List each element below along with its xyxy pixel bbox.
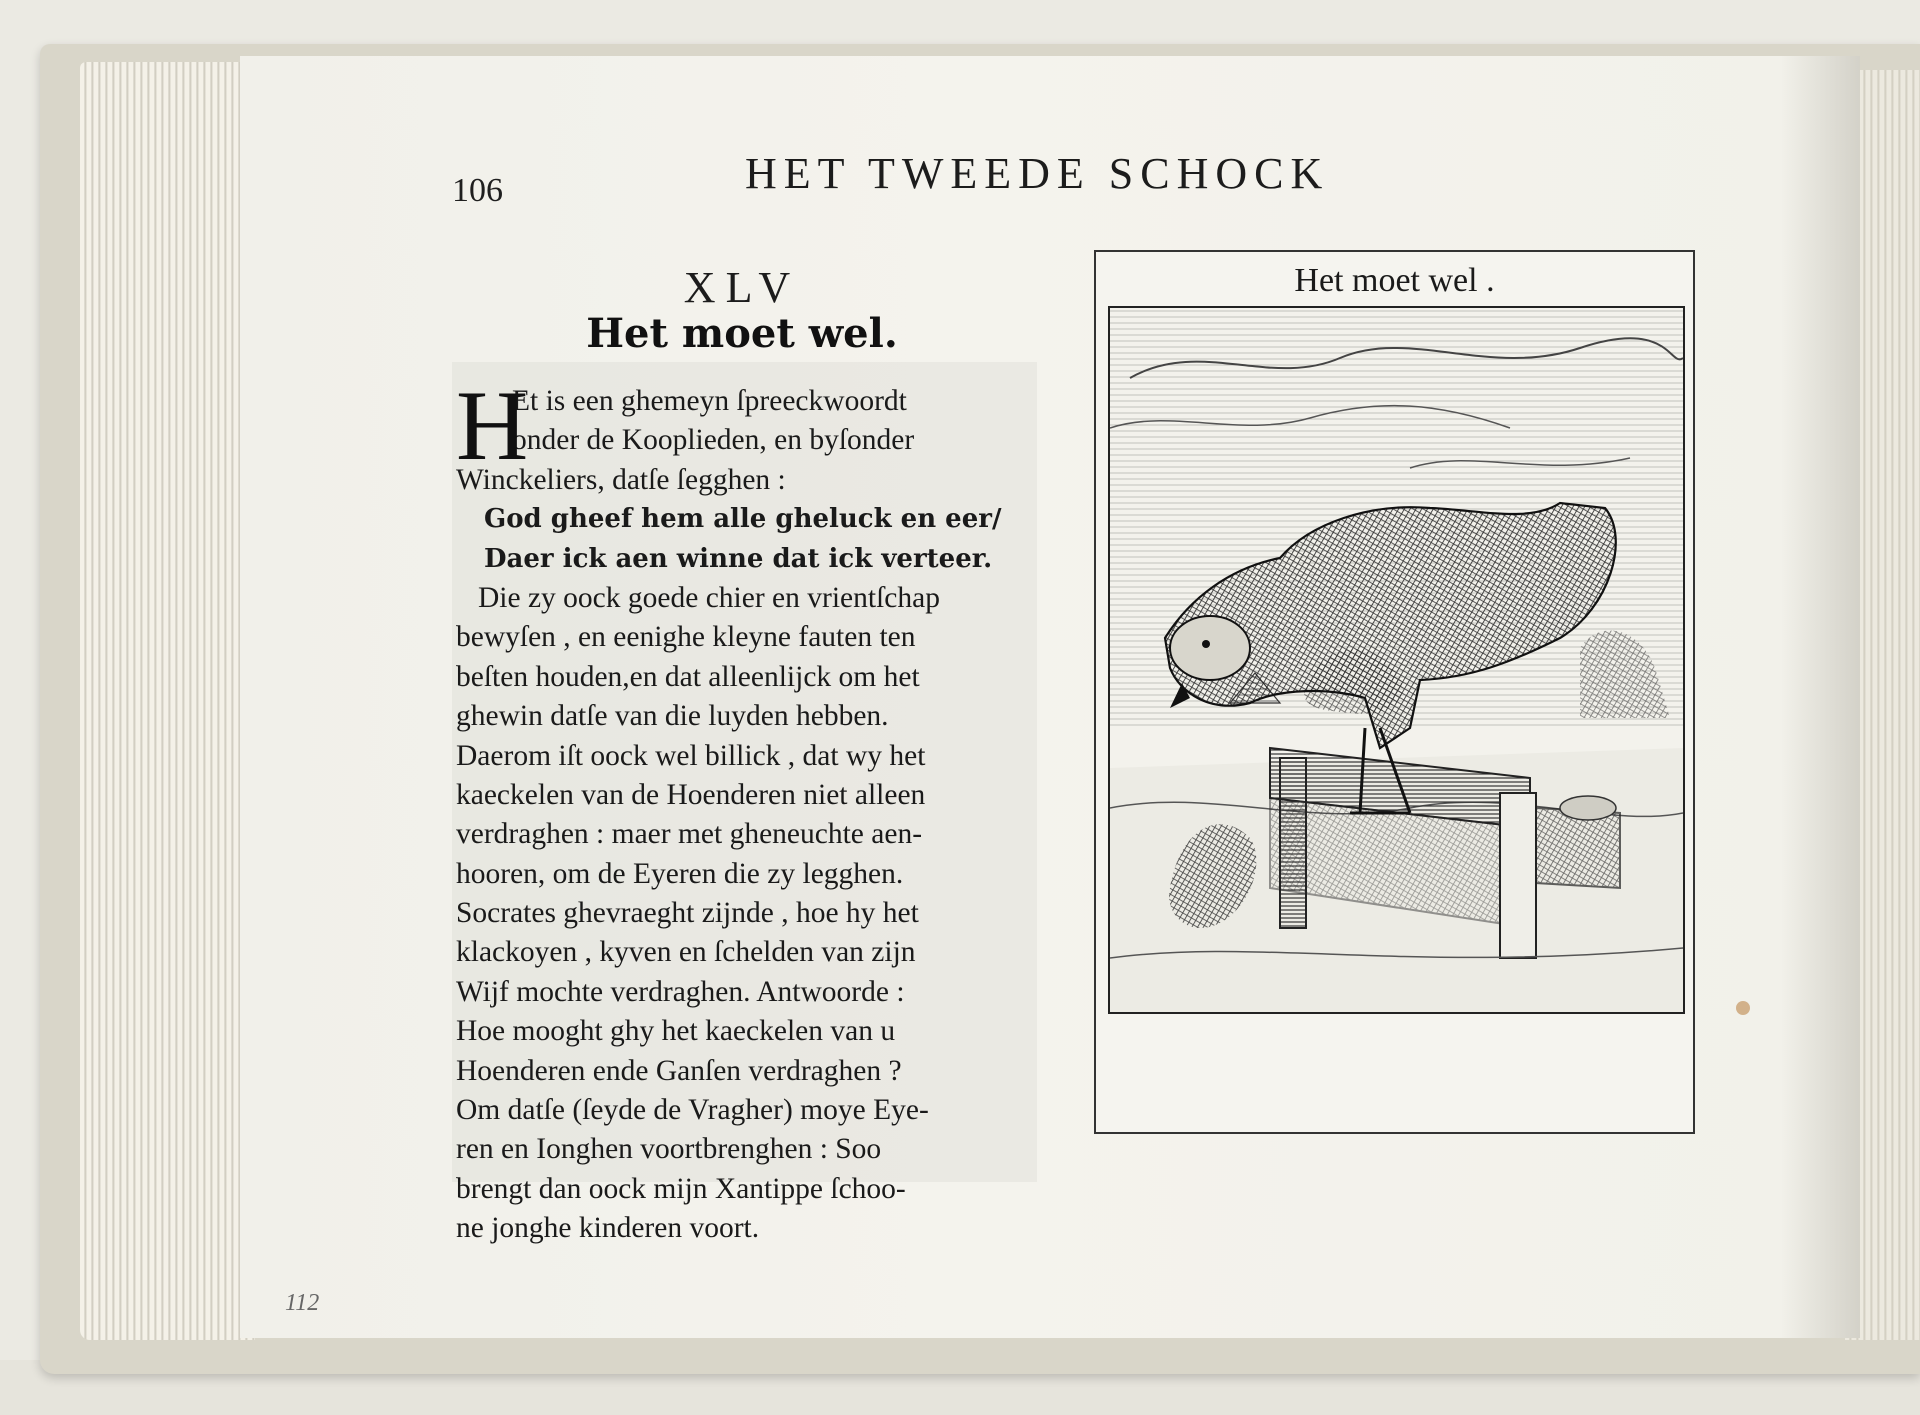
text-line: onder de Kooplieden, en byſonder — [512, 424, 915, 457]
page-edges-left — [80, 62, 255, 1340]
running-title: HET TWEEDE SCHOCK — [745, 149, 1330, 198]
text-line: hooren, om de Eyeren die zy legghen. — [456, 857, 904, 890]
chapter-title: Het moet wel. — [586, 310, 898, 357]
text-line: Om datſe (ſeyde de Vragher) moye Eye- — [456, 1094, 929, 1127]
text-line: Daerom iſt oock wel billick , dat wy het — [456, 739, 926, 772]
text-line: kaeckelen van de Hoenderen niet alleen — [456, 778, 926, 811]
text-line: ne jonghe kinderen voort. — [456, 1212, 760, 1245]
text-line: Daer ick aen winne dat ick verteer. — [484, 543, 993, 574]
text-line: ghewin datſe van die luyden hebben. — [456, 700, 889, 733]
text-line: beſten houden,en dat alleenlijck om het — [456, 660, 920, 693]
text-line: Winckeliers, datſe ſegghen : — [456, 463, 786, 496]
text-line: bewyſen , en eenighe kleyne fauten ten — [456, 621, 916, 654]
engraving-image — [1108, 306, 1685, 1014]
text-lines — [456, 382, 1036, 1249]
text-line: ren en Ionghen voortbrenghen : Soo — [456, 1133, 882, 1166]
foxing-spot — [1736, 1001, 1750, 1015]
text-line: Hoe mooght ghy het kaeckelen van u — [456, 1015, 896, 1048]
plate-title: Het moet wel . — [1294, 262, 1495, 299]
gutter-shadow — [1780, 56, 1860, 1338]
body-text — [456, 370, 1036, 1249]
drop-cap: H — [456, 370, 529, 481]
page-number: 106 — [452, 172, 503, 209]
pencil-annotation: 112 — [285, 1290, 320, 1316]
text-line: brengt dan oock mijn Xantippe ſchoo- — [456, 1172, 906, 1205]
text-column — [452, 262, 1032, 1245]
text-line: Socrates ghevraeght zijnde , hoe hy het — [456, 897, 919, 930]
text-line: God gheef hem alle gheluck en eer/ — [484, 504, 1002, 535]
text-line: klackoyen , kyven en ſchelden van zijn — [456, 936, 916, 969]
text-line: Die zy oock goede chier en vrientſchap — [478, 581, 940, 614]
text-line: verdraghen : maer met gheneuchte aen- — [456, 818, 923, 851]
text-line: Et is een ghemeyn ſpreeckwoordt — [512, 385, 907, 417]
engraving-plate — [1094, 250, 1695, 1134]
text-line: Hoenderen ende Ganſen verdraghen ? — [456, 1054, 902, 1087]
text-line: Wijf mochte verdraghen. Antwoorde : — [456, 975, 905, 1008]
chapter-numeral: XLV — [683, 263, 801, 312]
